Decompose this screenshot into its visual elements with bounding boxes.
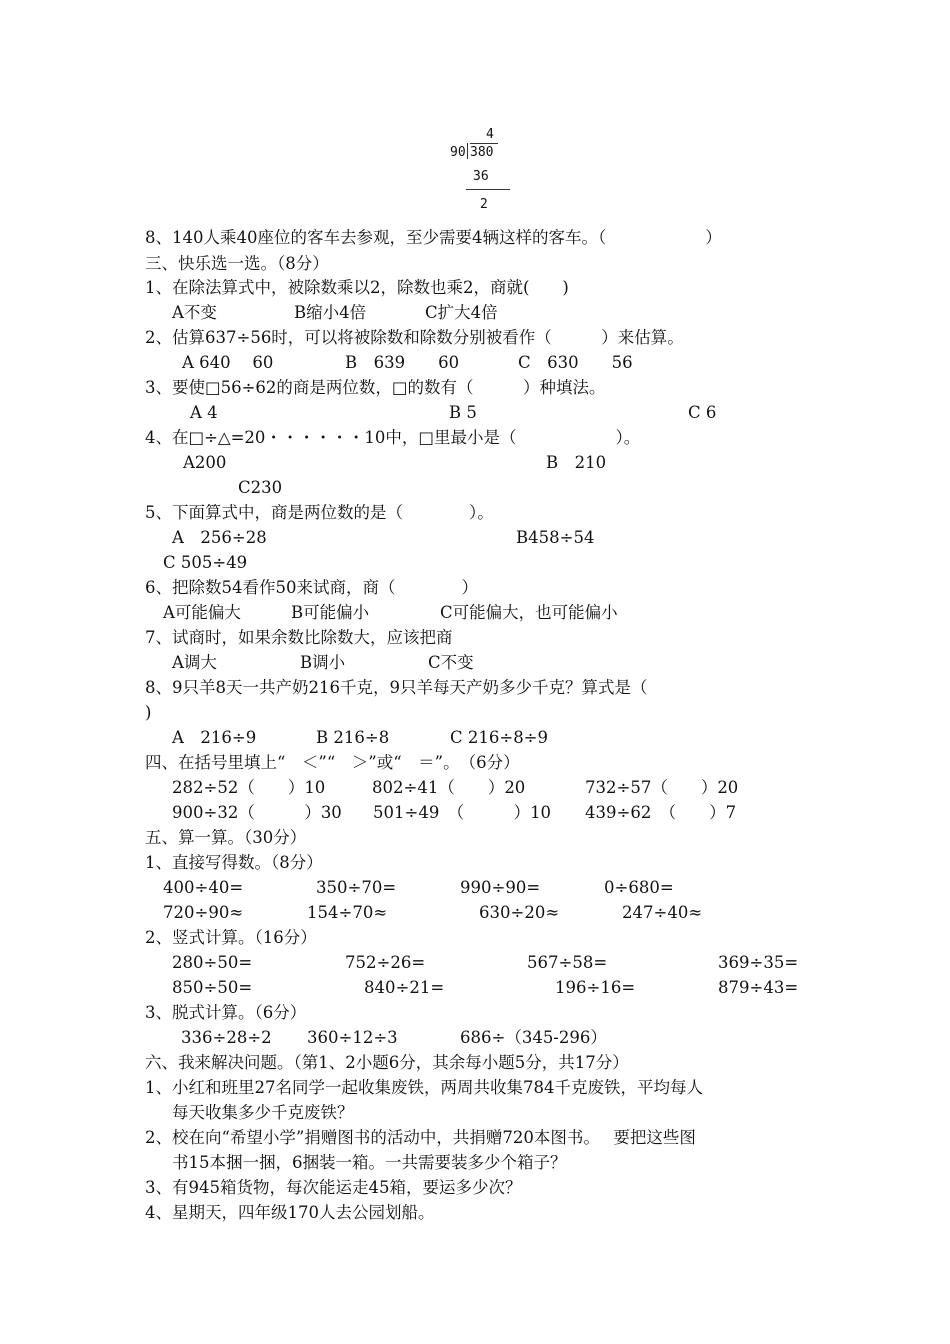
choice-1-option-b: B缩小4倍 [294,303,367,322]
choice-7-option-a: A调大 [172,653,217,672]
problem-4: 4、星期天，四年级170人去公园划船。 [145,1203,435,1222]
problem-2-cont: 书15本捆一捆，6捆装一箱。一共需要装多少个箱子？ [172,1153,567,1172]
stepwise-calc-item: 686÷（345-296） [460,1028,607,1047]
choice-3-option-a: A 4 [190,403,218,422]
vertical-calc-item: 850÷50= [172,978,253,997]
oral-calc-item: 400÷40= [163,878,244,897]
choice-question-8: 8、9只羊8天一共产奶216千克，9只羊每天产奶多少千克？算式是（ [145,678,648,697]
choice-5-option-a: A 256÷28 [172,528,267,547]
compare-item: 439÷62 （ ）7 [585,803,737,822]
vertical-calc-item: 879÷43= [718,978,799,997]
division-quotient: 4 [486,127,494,142]
division-dividend: 380 [470,145,494,160]
choice-6-option-a: A可能偏大 [163,603,241,622]
section-3-title: 三、快乐选一选。（8分） [145,254,329,273]
choice-7-option-b: B调小 [300,653,346,672]
choice-4-option-c: C230 [238,478,283,497]
compare-item: 501÷49 （ ）10 [373,803,552,822]
section-5-2-title: 2、竖式计算。（16分） [145,928,317,947]
problem-3: 3、有945箱货物，每次能运走45箱，要运多少次？ [145,1178,522,1197]
vertical-calc-item: 280÷50= [172,953,253,972]
choice-5-option-c: C 505÷49 [163,553,248,572]
division-remainder: 2 [480,197,488,212]
section-5-3-title: 3、脱式计算。（6分） [145,1003,307,1022]
choice-2-option-b: B 639 60 [345,353,460,372]
choice-4-option-a: A200 [183,453,227,472]
choice-4-option-b: B 210 [546,453,607,472]
choice-question-8-cont: ) [145,703,152,722]
judge-question-8: 8、140人乘40座位的客车去参观，至少需要4辆这样的客车。（ ） [145,228,722,247]
problem-2: 2、校在向“希望小学”捐赠图书的活动中，共捐赠720本图书。 要把这些图 [145,1128,696,1147]
compare-item: 802÷41（ ）20 [372,778,526,797]
compare-item: 282÷52（ ）10 [172,778,326,797]
stepwise-calc-item: 336÷28÷2 [181,1028,272,1047]
section-5-title: 五、算一算。（30分） [145,828,307,847]
choice-question-5: 5、下面算式中，商是两位数的是（ ）。 [145,503,494,522]
division-divisor: 90 [450,145,466,160]
section-6-title: 六、我来解决问题。（第1、2小题6分，其余每小题5分，共17分） [145,1053,629,1072]
vertical-calc-item: 840÷21= [364,978,445,997]
problem-1-cont: 每天收集多少千克废铁？ [172,1103,354,1122]
oral-calc-item: 990÷90= [460,878,541,897]
stepwise-calc-item: 360÷12÷3 [307,1028,398,1047]
division-bar [470,143,498,144]
choice-2-option-c: C 630 56 [518,353,633,372]
choice-7-option-c: C不变 [428,653,474,672]
section-5-1-title: 1、直接写得数。（8分） [145,853,323,872]
choice-question-1: 1、在除法算式中，被除数乘以2，除数也乘2，商就( ) [145,278,569,297]
choice-6-option-c: C可能偏大，也可能偏小 [440,603,618,622]
oral-calc-item: 154÷70≈ [307,903,388,922]
choice-question-7: 7、试商时，如果余数比除数大，应该把商 [145,628,453,647]
compare-item: 732÷57（ ）20 [585,778,739,797]
vertical-calc-item: 369÷35= [718,953,799,972]
choice-5-option-b: B458÷54 [516,528,595,547]
compare-item: 900÷32（ ）30 [172,803,342,822]
division-product: 36 [473,169,489,184]
oral-calc-item: 247÷40≈ [622,903,703,922]
oral-calc-item: 0÷680= [604,878,674,897]
oral-calc-item: 350÷70= [316,878,397,897]
choice-6-option-b: B可能偏小 [291,603,370,622]
choice-2-option-a: A 640 60 [182,353,274,372]
division-subtract-line [466,189,510,190]
choice-3-option-b: B 5 [449,403,477,422]
choice-question-2: 2、估算637÷56时，可以将被除数和除数分别被看作（ ）来估算。 [145,328,684,347]
choice-question-3: 3、要使□56÷62的商是两位数，□的数有（ ）种填法。 [145,378,606,397]
vertical-calc-item: 567÷58= [527,953,608,972]
choice-1-option-c: C扩大4倍 [425,303,498,322]
section-4-title: 四、在括号里填上“ ＜”“ ＞”或“ ＝”。 （6分） [145,753,520,772]
choice-question-6: 6、把除数54看作50来试商，商（ ） [145,578,478,597]
choice-8-option-a: A 216÷9 [172,728,257,747]
oral-calc-item: 720÷90≈ [163,903,244,922]
choice-3-option-c: C 6 [688,403,717,422]
choice-8-option-c: C 216÷8÷9 [450,728,549,747]
vertical-calc-item: 752÷26= [345,953,426,972]
problem-1: 1、小红和班里27名同学一起收集废铁，两周共收集784千克废铁，平均每人 [145,1078,703,1097]
choice-8-option-b: B 216÷8 [316,728,390,747]
vertical-calc-item: 196÷16= [555,978,636,997]
oral-calc-item: 630÷20≈ [479,903,560,922]
choice-1-option-a: A不变 [172,303,217,322]
choice-question-4: 4、在□÷△=20・・・・・・10中，□里最小是（ ）。 [145,428,641,447]
division-bracket [467,143,468,159]
